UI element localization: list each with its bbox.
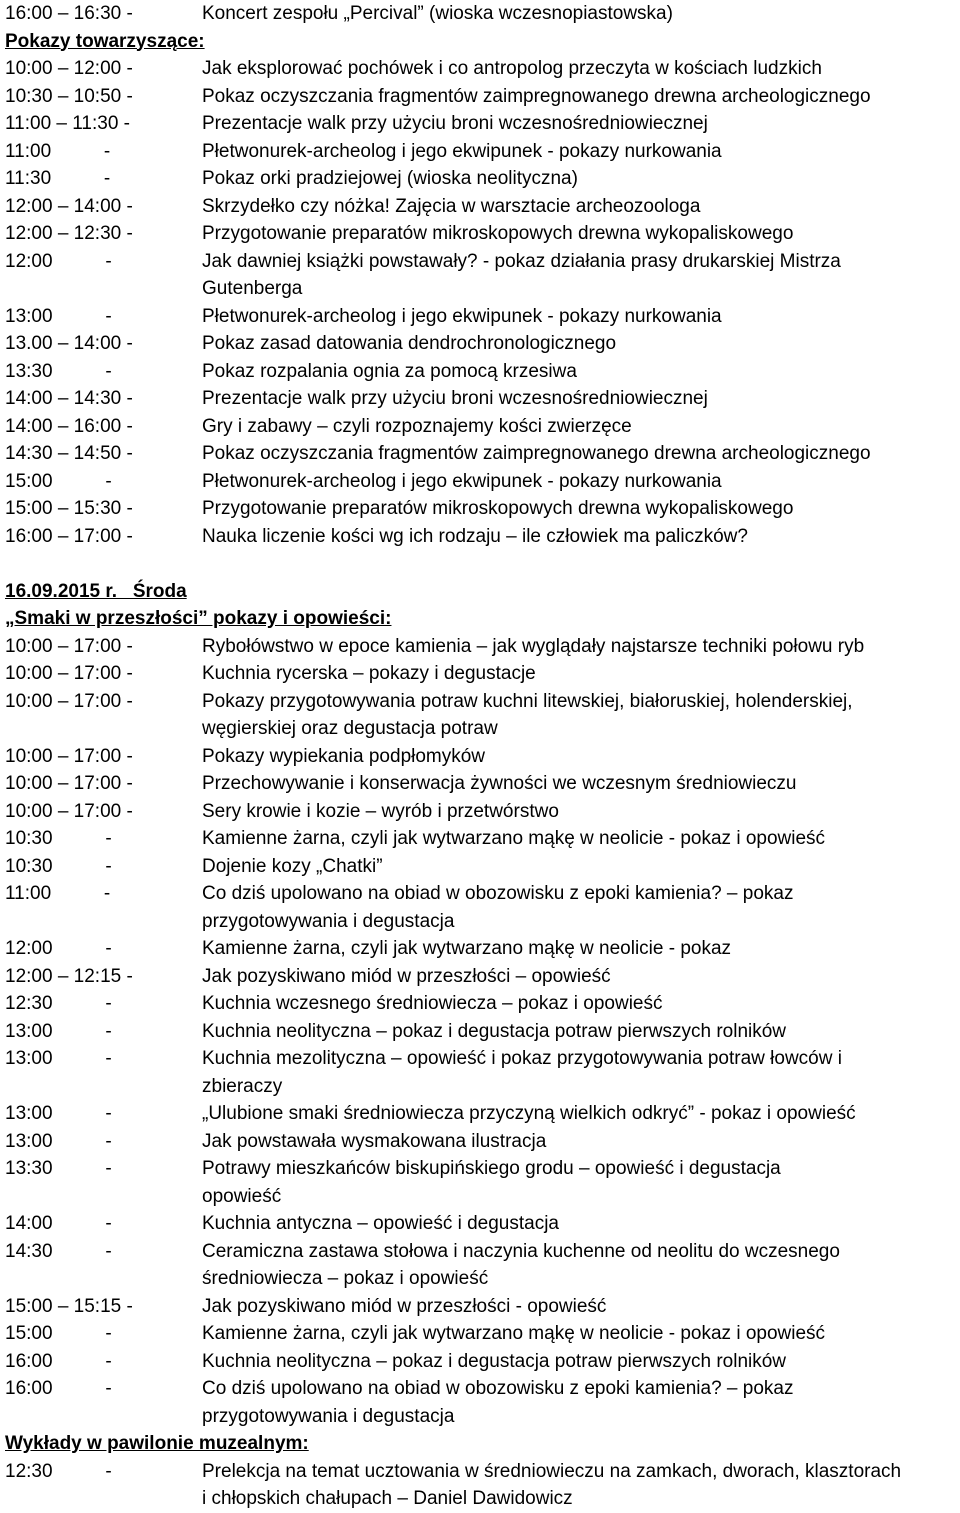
schedule-description: Płetwonurek-archeolog i jego ekwipunek - pokazy nurkowania [202, 470, 722, 492]
schedule-time: 10:00 – 17:00 - [5, 745, 133, 767]
schedule-description: Kuchnia mezolityczna – opowieść i pokaz przygotowywania potraw łowców i [202, 1048, 842, 1069]
schedule-time: 12:00 – 14:00 - [5, 195, 133, 217]
schedule-row [5, 798, 960, 826]
schedule-time: 11:00 - [5, 883, 111, 904]
schedule-time: 13:00 - [5, 1130, 112, 1152]
schedule-time: 16:00 – 16:30 - [5, 3, 133, 24]
schedule-description: przygotowywania i degustacja [202, 910, 455, 932]
schedule-row [5, 330, 960, 358]
schedule-time: 10:30 – 10:50 - [5, 85, 133, 107]
schedule-row [5, 495, 960, 523]
section-header [5, 605, 960, 633]
schedule-row [5, 963, 960, 991]
schedule-description: Pokaz oczyszczania fragmentów zaimpregnowanego drewna archeologicznego [202, 443, 871, 464]
schedule-description: Kamienne żarna, czyli jak wytwarzano mąkę w neolicie - pokaz i opowieść [202, 1323, 826, 1344]
schedule-row [5, 110, 960, 138]
section-header [5, 28, 960, 56]
schedule-description: Kamienne żarna, czyli jak wytwarzano mąkę w neolicie - pokaz i opowieść [202, 828, 826, 849]
section-header-text: Wykłady w pawilonie muzealnym: [5, 1433, 309, 1454]
schedule-time: 12:30 - [5, 1460, 112, 1482]
schedule-description: Kamienne żarna, czyli jak wytwarzano mąkę w neolicie - pokaz [202, 938, 732, 959]
schedule-time: 13.00 – 14:00 - [5, 333, 133, 354]
schedule-row [5, 468, 960, 496]
schedule-time: 13:00 - [5, 1020, 112, 1042]
schedule-row [5, 385, 960, 413]
schedule-time: 14:00 - [5, 1213, 112, 1234]
schedule-description: Pokaz rozpalania ognia za pomocą krzesiwa [202, 360, 577, 382]
schedule-description: Rybołówstwo w epoce kamienia – jak wyglądały najstarsze techniki połowu ryb [202, 635, 865, 657]
schedule-row [5, 853, 960, 881]
schedule-time: 12:00 - [5, 250, 112, 272]
schedule-row [5, 1045, 960, 1073]
schedule-description: Koncert zespołu „Percival” (wioska wczesnopiastowska) [202, 3, 673, 24]
schedule-description: Potrawy mieszkańców biskupińskiego grodu – opowieść i degustacja [202, 1158, 781, 1179]
schedule-time: 13:00 - [5, 1103, 112, 1124]
schedule-description: Co dziś upolowano na obiad w obozowisku z epoki kamienia? – pokaz [202, 1378, 794, 1399]
schedule-time: 16:00 - [5, 1378, 112, 1399]
schedule-row [5, 55, 960, 83]
schedule-time: 14:30 – 14:50 - [5, 443, 133, 464]
schedule-time: 14:00 – 16:00 - [5, 415, 133, 437]
schedule-time: 11:30 - [5, 168, 111, 189]
schedule-description: Przygotowanie preparatów mikroskopowych drewna wykopaliskowego [202, 498, 794, 519]
schedule-row [5, 1403, 960, 1431]
schedule-row [5, 1238, 960, 1266]
schedule-description: Co dziś upolowano na obiad w obozowisku z epoki kamienia? – pokaz [202, 883, 794, 904]
schedule-row [5, 660, 960, 688]
schedule-description: Gry i zabawy – czyli rozpoznajemy kości zwierzęce [202, 415, 632, 437]
schedule-time: 10:00 – 17:00 - [5, 690, 133, 712]
schedule-row [5, 523, 960, 551]
schedule-row [5, 220, 960, 248]
schedule-description: Kuchnia neolityczna – pokaz i degustacja potraw pierwszych rolników [202, 1350, 787, 1372]
schedule-time: 10:00 – 17:00 - [5, 800, 133, 822]
schedule-time: 15:00 – 15:15 - [5, 1295, 133, 1317]
schedule-description: Kuchnia neolityczna – pokaz i degustacja potraw pierwszych rolników [202, 1020, 787, 1042]
schedule-row [5, 770, 960, 798]
schedule-description: Pokaz zasad datowania dendrochronologicznego [202, 333, 617, 354]
schedule-time: 12:00 – 12:15 - [5, 965, 133, 987]
schedule-row [5, 358, 960, 386]
schedule-description: węgierskiej oraz degustacja potraw [202, 718, 498, 739]
schedule-description: Skrzydełko czy nóżka! Zajęcia w warsztacie archeozoologa [202, 195, 701, 217]
schedule-row [5, 83, 960, 111]
schedule-time: 13:00 - [5, 305, 112, 327]
schedule-row [5, 1375, 960, 1403]
section-header-text: „Smaki w przeszłości” pokazy i opowieści: [5, 608, 392, 629]
schedule-description: Jak dawniej książki powstawały? - pokaz działania prasy drukarskiej Mistrza [202, 250, 841, 272]
schedule-row [5, 990, 960, 1018]
schedule-time: 10:00 – 17:00 - [5, 663, 133, 684]
schedule-row [5, 1210, 960, 1238]
schedule-row [5, 633, 960, 661]
schedule-row [5, 1100, 960, 1128]
schedule-time: 13:00 - [5, 1048, 112, 1069]
schedule-row [5, 0, 960, 28]
section-header-text: Pokazy towarzyszące: [5, 30, 205, 52]
schedule-time: 10:00 – 12:00 - [5, 58, 133, 79]
schedule-time: 15:00 - [5, 470, 112, 492]
schedule-row [5, 1183, 960, 1211]
schedule-row [5, 935, 960, 963]
schedule-description: opowieść [202, 1185, 282, 1207]
schedule-description: Jak pozyskiwano miód w przeszłości - opowieść [202, 1295, 607, 1317]
schedule-row [5, 440, 960, 468]
schedule-row [5, 275, 960, 303]
schedule-time: 10:00 – 17:00 - [5, 635, 133, 657]
schedule-time: 13:30 - [5, 360, 112, 382]
schedule-description: przygotowywania i degustacja [202, 1405, 455, 1427]
section-header [5, 1430, 960, 1458]
schedule-row [5, 908, 960, 936]
schedule-row [5, 1348, 960, 1376]
schedule-time: 11:00 – 11:30 - [5, 113, 131, 134]
schedule-time: 14:30 - [5, 1240, 112, 1262]
schedule-description: Prezentacje walk przy użyciu broni wczesnośredniowiecznej [202, 388, 708, 409]
schedule-time: 10:00 – 17:00 - [5, 773, 133, 794]
schedule-description: Pokazy wypiekania podpłomyków [202, 745, 486, 767]
section-header [5, 578, 960, 606]
schedule-description: „Ulubione smaki średniowiecza przyczyną wielkich odkryć” - pokaz i opowieść [202, 1103, 856, 1124]
schedule-time: 11:00 - [5, 140, 111, 162]
schedule-row [5, 303, 960, 331]
schedule-description: zbieraczy [202, 1075, 283, 1097]
schedule-row [5, 743, 960, 771]
schedule-time: 12:00 – 12:30 - [5, 223, 133, 244]
schedule-description: Dojenie kozy „Chatki” [202, 855, 383, 877]
schedule-description: Kuchnia wczesnego średniowiecza – pokaz i opowieść [202, 993, 663, 1014]
schedule-description: Pokaz oczyszczania fragmentów zaimpregnowanego drewna archeologicznego [202, 85, 871, 107]
schedule-description: Przygotowanie preparatów mikroskopowych drewna wykopaliskowego [202, 223, 794, 244]
schedule-description: Płetwonurek-archeolog i jego ekwipunek - pokazy nurkowania [202, 305, 722, 327]
schedule-row [5, 880, 960, 908]
schedule-row [5, 715, 960, 743]
schedule-time: 10:30 - [5, 828, 112, 849]
schedule-description: Gutenberga [202, 278, 303, 299]
schedule-row [5, 688, 960, 716]
schedule-row [5, 1293, 960, 1321]
schedule-time: 15:00 - [5, 1323, 112, 1344]
schedule-row [5, 248, 960, 276]
schedule-description: Prezentacje walk przy użyciu broni wczesnośredniowiecznej [202, 113, 708, 134]
schedule-row [5, 1073, 960, 1101]
schedule-description: średniowiecza – pokaz i opowieść [202, 1268, 489, 1289]
schedule-description: Kuchnia antyczna – opowieść i degustacja [202, 1213, 560, 1234]
schedule-row [5, 1485, 960, 1513]
schedule-time: 15:00 – 15:30 - [5, 498, 133, 519]
schedule-time: 10:30 - [5, 855, 112, 877]
schedule-description: Jak pozyskiwano miód w przeszłości – opowieść [202, 965, 611, 987]
schedule-description: Jak eksplorować pochówek i co antropolog przeczyta w kościach ludzkich [202, 58, 822, 79]
schedule-row [5, 825, 960, 853]
schedule-description: Prelekcja na temat ucztowania w średniowieczu na zamkach, dworach, klasztorach [202, 1460, 902, 1482]
schedule-time: 16:00 - [5, 1350, 112, 1372]
schedule-row [5, 1155, 960, 1183]
schedule-row [5, 1018, 960, 1046]
schedule-description: Przechowywanie i konserwacja żywności we wczesnym średniowieczu [202, 773, 797, 794]
schedule-description: i chłopskich chałupach – Daniel Dawidowicz [202, 1488, 573, 1509]
schedule-row [5, 413, 960, 441]
schedule-description: Pokaz orki pradziejowej (wioska neolityczna) [202, 168, 578, 189]
schedule-row [5, 138, 960, 166]
schedule-description: Nauka liczenie kości wg ich rodzaju – ile człowiek ma paliczków? [202, 525, 748, 547]
schedule-time: 16:00 – 17:00 - [5, 525, 133, 547]
schedule-description: Płetwonurek-archeolog i jego ekwipunek - pokazy nurkowania [202, 140, 722, 162]
schedule-description: Pokazy przygotowywania potraw kuchni litewskiej, białoruskiej, holenderskiej, [202, 690, 853, 712]
schedule-time: 12:00 - [5, 938, 112, 959]
schedule-description: Jak powstawała wysmakowana ilustracja [202, 1130, 547, 1152]
schedule-row [5, 1128, 960, 1156]
section-header-text: 16.09.2015 r. Środa [5, 580, 187, 602]
schedule-row [5, 193, 960, 221]
schedule-time: 12:30 - [5, 993, 112, 1014]
schedule-description: Ceramiczna zastawa stołowa i naczynia kuchenne od neolitu do wczesnego [202, 1240, 840, 1262]
schedule-row [5, 1265, 960, 1293]
schedule-time: 13:30 - [5, 1158, 112, 1179]
schedule-description: Sery krowie i kozie – wyrób i przetwórstwo [202, 800, 559, 822]
schedule-time: 14:00 – 14:30 - [5, 388, 133, 409]
blank-line [5, 550, 960, 578]
schedule-row [5, 1458, 960, 1486]
schedule-row [5, 165, 960, 193]
schedule-description: Kuchnia rycerska – pokazy i degustacje [202, 663, 536, 684]
schedule-row [5, 1320, 960, 1348]
